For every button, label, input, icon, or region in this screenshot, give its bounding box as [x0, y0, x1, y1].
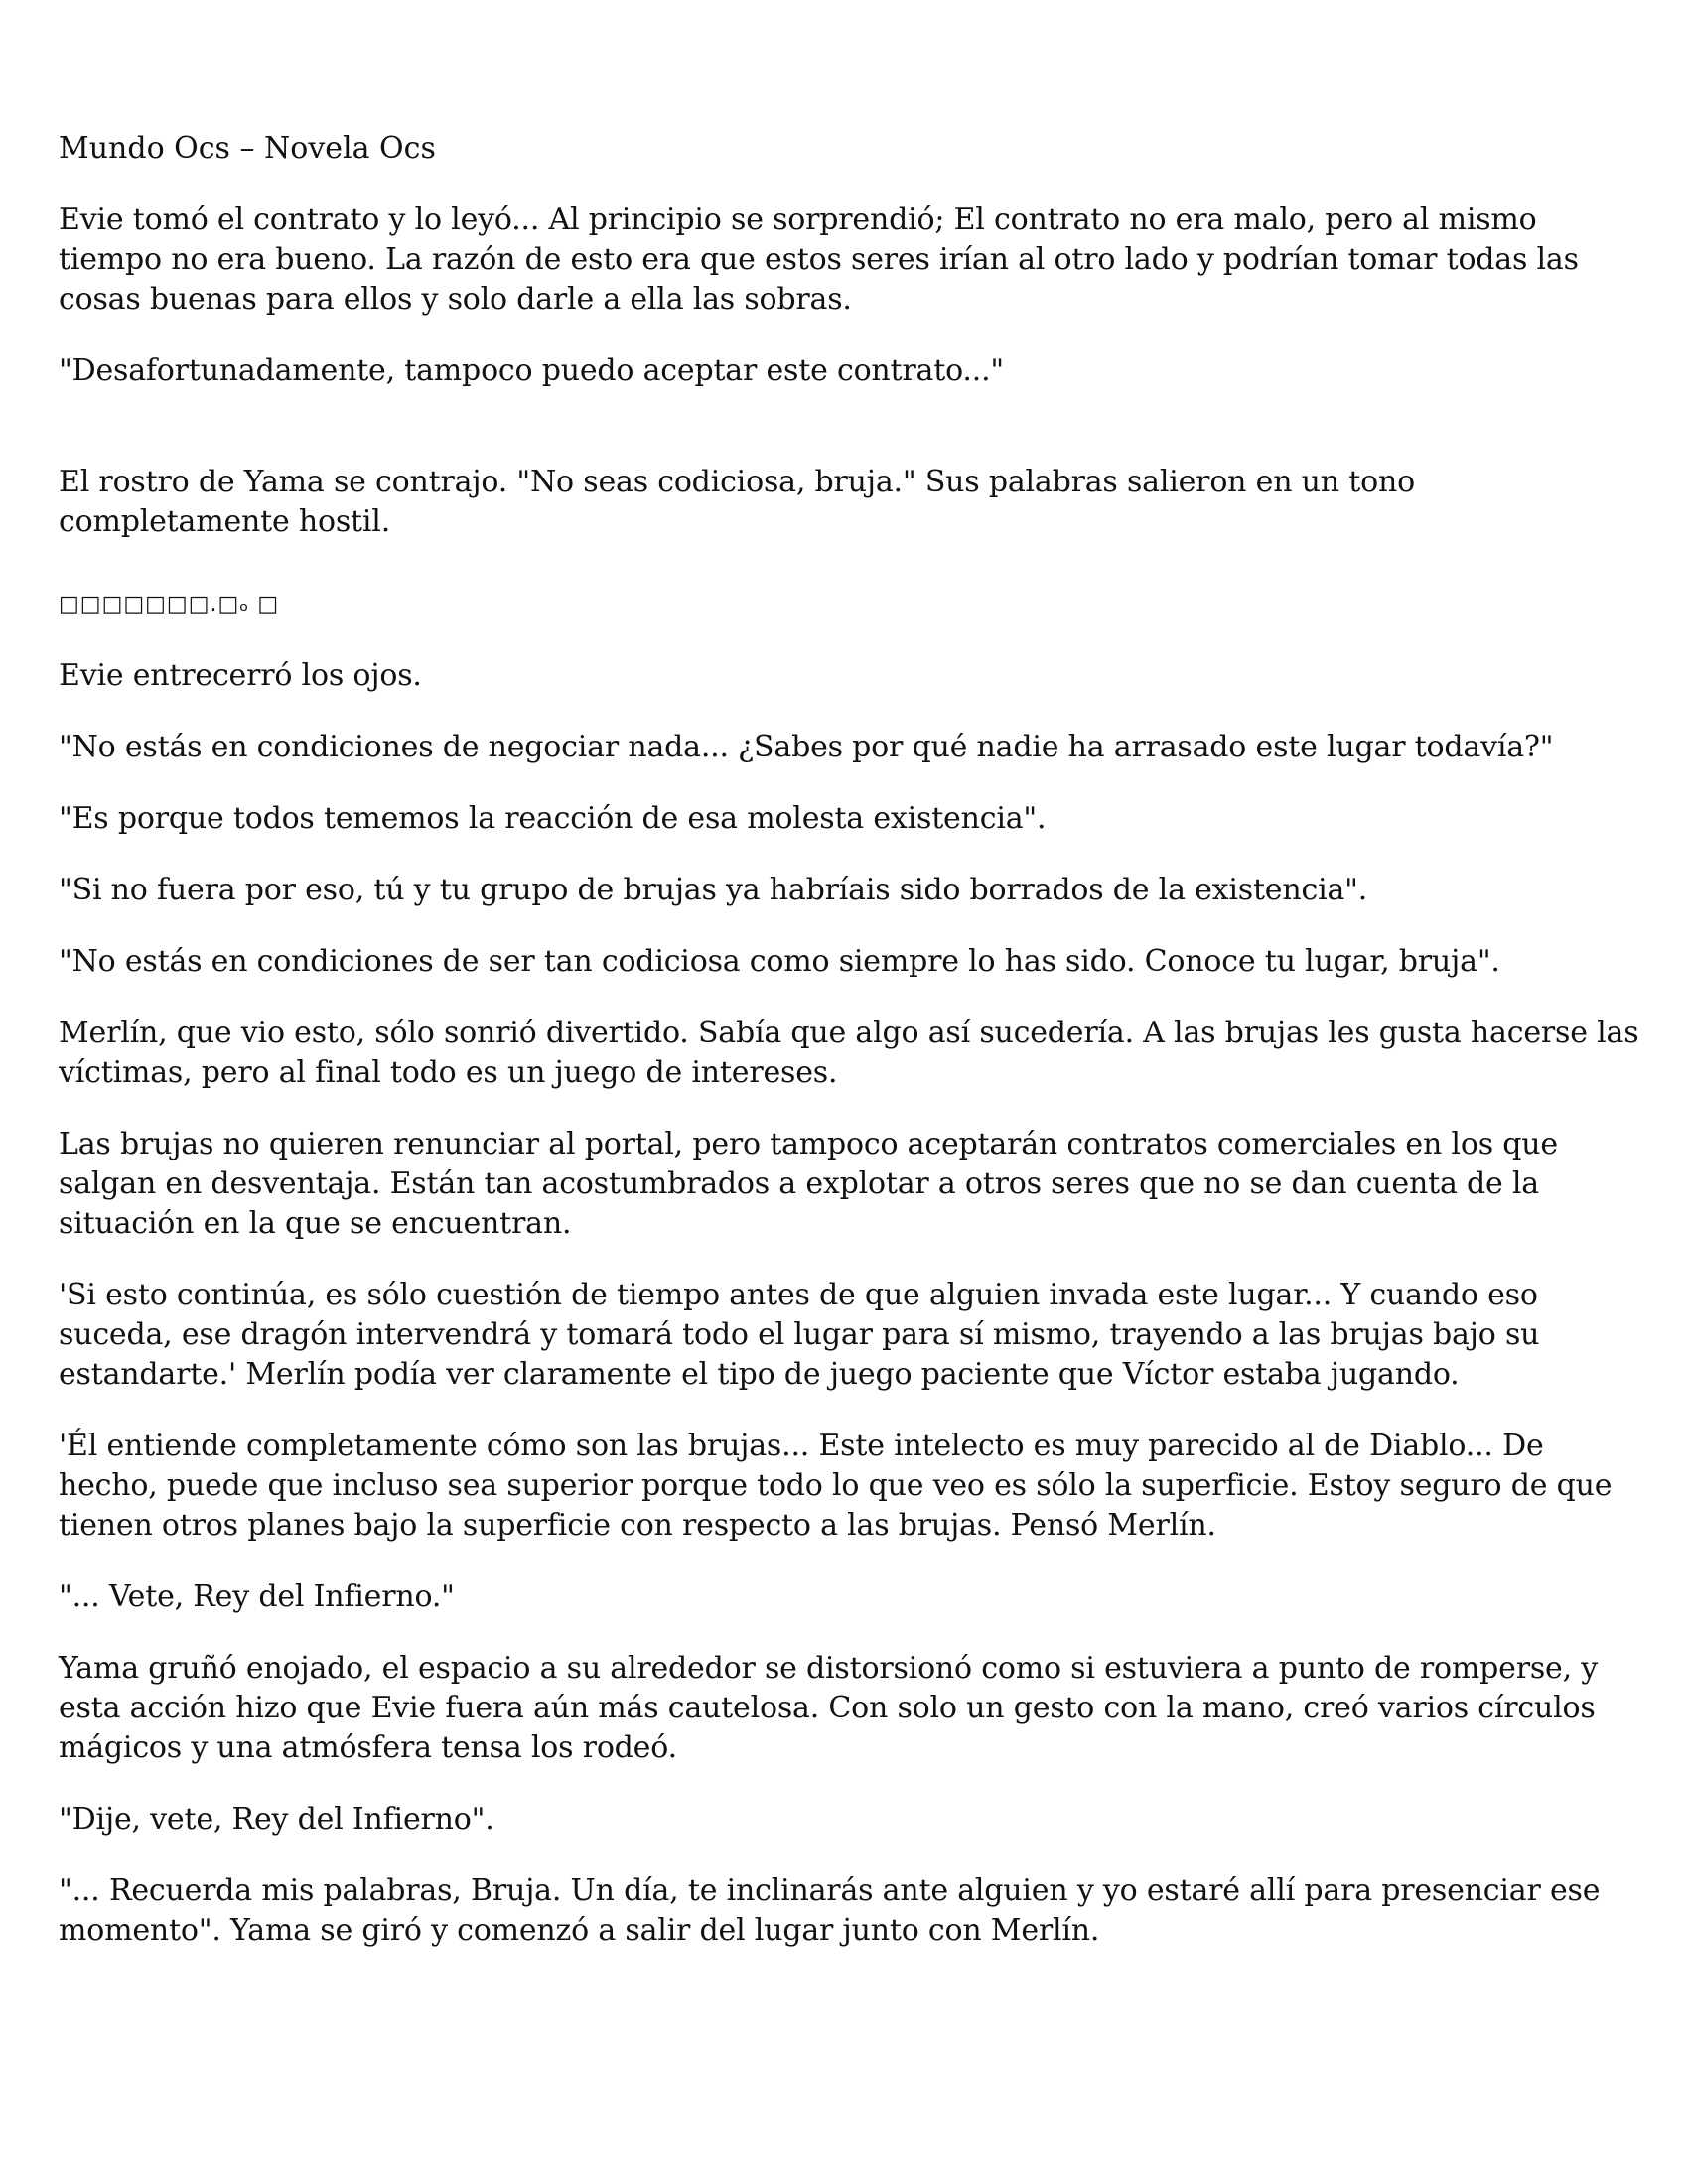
paragraph-14: Yama gruñó enojado, el espacio a su alrededor se distorsionó como si estuviera a punto de romperse, y esta acción hizo que Evie fuera aún más cautelosa. Con solo un gesto con la mano, creó varios círculos mágicos y una atmósfera tensa los rodeó. [59, 1651, 1599, 1765]
paragraph-6: "Es porque todos tememos la reacción de esa molesta existencia". [59, 801, 1047, 836]
paragraph-9: Merlín, que vio esto, sólo sonrió divertido. Sabía que algo así sucedería. A las brujas les gusta hacerse las víctimas, pero al final todo es un juego de intereses. [59, 1016, 1639, 1090]
paragraph-8: "No estás en condiciones de ser tan codiciosa como siempre lo has sido. Conoce tu lugar, bruja". [59, 944, 1500, 979]
paragraph-15: "Dije, vete, Rey del Infierno". [59, 1802, 494, 1837]
paragraph-2: "Desafortunadamente, tampoco puedo aceptar este contrato..." [59, 353, 1005, 388]
paragraph-10: Las brujas no quieren renunciar al portal, pero tampoco aceptarán contratos comerciales en los que salgan en desventaja. Están tan acostumbrados a explotar a otros seres que no se dan cuenta de la situación en la que se encuentran. [59, 1127, 1558, 1241]
paragraph-13: "... Vete, Rey del Infierno." [59, 1579, 455, 1614]
paragraph-5: "No estás en condiciones de negociar nada... ¿Sabes por qué nadie ha arrasado este lugar todavía?" [59, 730, 1554, 764]
paragraph-16: "... Recuerda mis palabras, Bruja. Un día, te inclinarás ante alguien y yo estaré allí para presenciar ese momento". Yama se giró y comenzó a salir del lugar junto con Merlín. [59, 1873, 1601, 1948]
document-header: Mundo Ocs – Novela Ocs [59, 131, 436, 166]
paragraph-3: El rostro de Yama se contrajo. "No seas codiciosa, bruja." Sus palabras salieron en un tono completamente hostil. [59, 465, 1415, 539]
paragraph-3-container [59, 423, 1647, 624]
garbled-characters: □□□□□□□.□ₒ □ [59, 592, 280, 616]
paragraph-4: Evie entrecerró los ojos. [59, 658, 422, 693]
paragraph-1: Evie tomó el contrato y lo leyó... Al principio se sorprendió; El contrato no era malo, pero al mismo tiempo no era bueno. La razón de esto era que estos seres irían al otro lado y podrían tomar todas las cosas buenas para ellos y solo darle a ella las sobras. [59, 203, 1579, 317]
paragraph-7: "Si no fuera por eso, tú y tu grupo de brujas ya habríais sido borrados de la existencia". [59, 873, 1368, 907]
paragraph-12: 'Él entiende completamente cómo son las brujas... Este intelecto es muy parecido al de Diablo... De hecho, puede que incluso sea superior porque todo lo que veo es sólo la superficie. Estoy seguro de que tienen otros planes bajo la superficie con respecto a las brujas. Pensó Merlín. [59, 1429, 1613, 1543]
paragraph-11: 'Si esto continúa, es sólo cuestión de tiempo antes de que alguien invada este lugar... Y cuando eso suceda, ese dragón intervendrá y tomará todo el lugar para sí mismo, trayendo a las brujas bajo su estandarte.' Merlín podía ver claramente el tipo de juego paciente que Víctor estaba jugando. [59, 1278, 1540, 1392]
document-body [59, 129, 1647, 1982]
